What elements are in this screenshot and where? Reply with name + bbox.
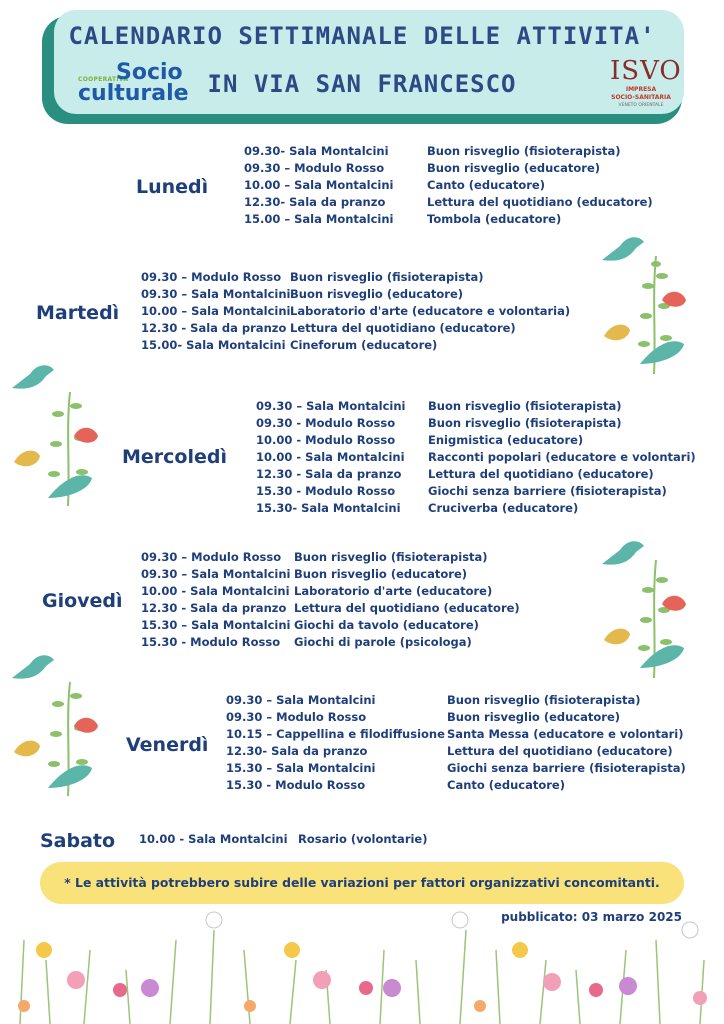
published-date: pubblicato: 03 marzo 2025 [501, 910, 682, 924]
schedule-time: 10.00 – Sala Montalcini [141, 304, 291, 318]
schedule-activity: Giochi senza barriere (fisioterapista) [428, 484, 667, 498]
schedule-activity: Buon risveglio (educatore) [427, 161, 600, 175]
schedule-activity: Racconti popolari (educatore e volontari) [428, 450, 696, 464]
schedule-time: 10.00 – Sala Montalcini [244, 178, 394, 192]
schedule-activity: Buon risveglio (fisioterapista) [427, 144, 621, 158]
schedule-time: 09.30 – Sala Montalcini [256, 399, 406, 413]
isvo-logo-name: ISVO [610, 56, 682, 86]
schedule-activity: Giochi senza barriere (fisioterapista) [447, 761, 686, 775]
schedule-time: 12.30 - Sala da pranzo [141, 321, 287, 335]
schedule-activity: Laboratorio d'arte (educatore) [294, 584, 493, 598]
day-title-martedi: Martedì [36, 302, 120, 324]
flower-border-illustration [0, 910, 724, 1024]
isvo-logo-line3: VENETO ORIENTALE [618, 103, 664, 108]
logo-socio-text: Socio [116, 60, 183, 85]
schedule-activity: Buon risveglio (fisioterapista) [447, 693, 641, 707]
schedule-time: 09.30 – Sala Montalcini [141, 287, 291, 301]
schedule-activity: Tombola (educatore) [427, 212, 562, 226]
schedule-activity: Cineforum (educatore) [290, 338, 438, 352]
schedule-time: 09.30 – Modulo Rosso [141, 270, 282, 284]
schedule-activity: Lettura del quotidiano (educatore) [447, 744, 673, 758]
schedule-time: 15.30- Sala Montalcini [256, 501, 401, 515]
schedule-time: 09.30 – Modulo Rosso [141, 550, 282, 564]
schedule-activity: Lettura del quotidiano (educatore) [428, 467, 654, 481]
schedule-activity: Buon risveglio (fisioterapista) [428, 399, 622, 413]
schedule-time: 10.15 – Cappellina e filodiffusione [226, 727, 445, 741]
schedule-activity: Lettura del quotidiano (educatore) [294, 601, 520, 615]
page-title-line1: CALENDARIO SETTIMANALE DELLE ATTIVITA' [68, 22, 656, 50]
schedule-time: 09.30 – Sala Montalcini [141, 567, 291, 581]
schedule-time: 15.30 - Modulo Rosso [141, 635, 281, 649]
schedule-time: 09.30- Sala Montalcini [244, 144, 389, 158]
schedule-time: 10.00 - Sala Montalcini [139, 832, 288, 846]
schedule-time: 09.30 - Modulo Rosso [256, 416, 396, 430]
schedule-activity: Santa Messa (educatore e volontari) [447, 727, 684, 741]
schedule-time: 12.30 - Sala da pranzo [141, 601, 287, 615]
schedule-activity: Laboratorio d'arte (educatore e volontaria) [290, 304, 571, 318]
schedule-activity: Buon risveglio (educatore) [447, 710, 620, 724]
birds-branch-illustration [8, 358, 118, 508]
page-title-line2: IN VIA SAN FRANCESCO [207, 70, 517, 98]
schedule-activity: Buon risveglio (fisioterapista) [428, 416, 622, 430]
day-title-giovedi: Giovedì [42, 590, 123, 612]
schedule-activity: Buon risveglio (fisioterapista) [294, 550, 488, 564]
schedule-time: 10.00 - Modulo Rosso [256, 433, 396, 447]
variation-note: * Le attività potrebbero subire delle variazioni per fattori organizzativi concomitanti. [40, 862, 684, 904]
schedule-time: 15.30 – Sala Montalcini [141, 618, 291, 632]
schedule-activity: Lettura del quotidiano (educatore) [427, 195, 653, 209]
schedule-activity: Canto (educatore) [447, 778, 565, 792]
schedule-time: 15.30 - Modulo Rosso [226, 778, 366, 792]
schedule-time: 10.00 - Sala Montalcini [256, 450, 405, 464]
schedule-time: 09.30 – Sala Montalcini [226, 693, 376, 707]
day-title-lunedi: Lunedì [136, 176, 209, 198]
day-title-venerdi: Venerdì [126, 734, 209, 756]
schedule-time: 12.30- Sala da pranzo [226, 744, 368, 758]
isvo-logo [610, 56, 682, 109]
day-title-sabato: Sabato [40, 830, 116, 852]
schedule-time: 10.00 - Sala Montalcini [141, 584, 290, 598]
isvo-logo-line1: IMPRESA [625, 86, 657, 93]
schedule-time: 15.30 – Sala Montalcini [226, 761, 376, 775]
birds-branch-illustration [8, 648, 118, 798]
schedule-activity: Buon risveglio (fisioterapista) [290, 270, 484, 284]
schedule-activity: Giochi da tavolo (educatore) [294, 618, 479, 632]
logo-culturale-text: culturale [78, 81, 189, 106]
schedule-activity: Cruciverba (educatore) [428, 501, 579, 515]
schedule-time: 09.30 – Modulo Rosso [244, 161, 385, 175]
schedule-time: 15.00- Sala Montalcini [141, 338, 286, 352]
schedule-time: 15.30 - Modulo Rosso [256, 484, 396, 498]
schedule-activity: Enigmistica (educatore) [428, 433, 584, 447]
schedule-activity: Giochi di parole (psicologa) [294, 635, 472, 649]
schedule-time: 12.30 - Sala da pranzo [256, 467, 402, 481]
schedule-activity: Buon risveglio (educatore) [290, 287, 463, 301]
schedule-activity: Canto (educatore) [427, 178, 545, 192]
schedule-activity: Lettura del quotidiano (educatore) [290, 321, 516, 335]
schedule-activity: Buon risveglio (educatore) [294, 567, 467, 581]
birds-branch-illustration [598, 530, 708, 680]
schedule-activity: Rosario (volontarie) [298, 832, 428, 846]
day-title-mercoledi: Mercoledì [122, 446, 227, 468]
schedule-time: 09.30 – Modulo Rosso [226, 710, 367, 724]
birds-branch-illustration [598, 226, 708, 376]
schedule-time: 15.00 – Sala Montalcini [244, 212, 394, 226]
isvo-logo-line2: SOCIO-SANITARIA [611, 94, 671, 101]
logo-coop-text: COOPERATIVA [78, 76, 129, 83]
schedule-time: 12.30- Sala da pranzo [244, 195, 386, 209]
